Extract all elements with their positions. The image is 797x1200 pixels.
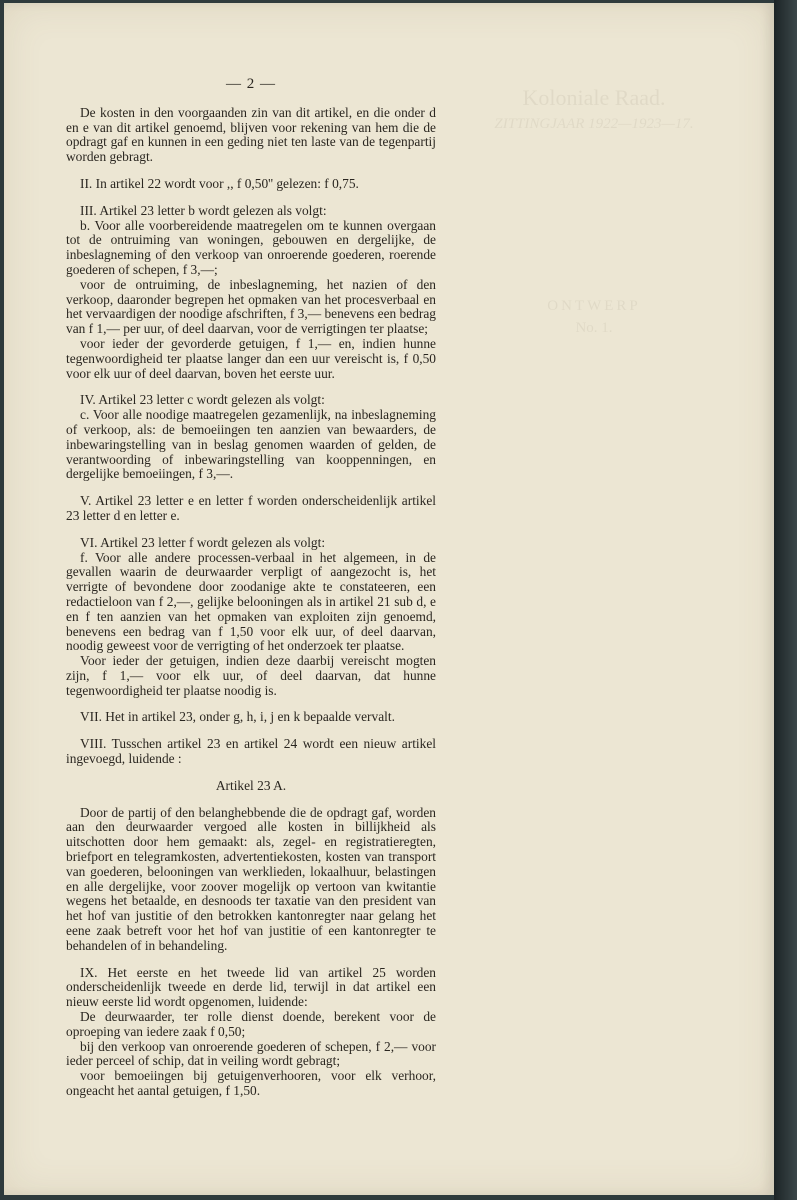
paragraph-ix-verhoor: voor bemoeiingen bij getuigenverhooren, voor elk verhoor, ongeacht het aantal getuigen, f 1,50. xyxy=(66,1068,436,1099)
show-through-subtitle: ZITTINGJAAR 1922—1923—17. xyxy=(494,116,694,132)
paragraph-iii-b: b. Voor alle voorbereidende maatregelen om te kunnen overgaan tot de ontruiming van woningen, gebouwen en dergelijke, de inbeslagneming of den verkoop van onroerende goederen, roerende goederen of schepen, f 3,—; xyxy=(66,217,436,277)
paragraph-iii: III. Artikel 23 letter b wordt gelezen als volgt: xyxy=(80,202,327,218)
paragraph-ix-rolle: De deurwaarder, ter rolle dienst doende, berekent voor de oproeping van iedere zaak f 0,50; xyxy=(66,1009,436,1039)
paragraph-article-23a: Door de partij of den belanghebbende die de opdragt gaf, worden aan den deurwaarder vergoed alle kosten in billijkheid als uitschotten door hem gemaakt: als, zegel- en registratieregten, briefport en telegramkosten, advertentiekosten, kosten van transport van goederen, belooningen van werklieden, lokaalhuur, belastingen en alle dergelijke, voor zoover mogelijk op vertoon van kwitantie wegens het betaalde, en desnoods ter taxatie van den president van het hof van justitie of den betrokken kantonregter naar gelang het eene zaak betreft voor het hof van justitie of een kantonregter te behandelen of in behandeling. xyxy=(66,804,436,953)
show-through-number: No. 1. xyxy=(575,320,613,336)
paragraph-vi: VI. Artikel 23 letter f wordt gelezen als volgt: xyxy=(80,534,326,550)
paragraph-intro: De kosten in den voorgaanden zin van dit artikel, en die onder d en e van dit artikel genoemd, blijven voor rekening van hem die de opdragt gaf en kunnen in een geding niet ten laste van de tegenpartij worden gebragt. xyxy=(66,104,436,165)
paragraph-v: V. Artikel 23 letter e en letter f worden onderscheidenlijk artikel 23 letter d en letter e. xyxy=(66,493,436,523)
paragraph-iv-c: c. Voor alle noodige maatregelen gezamenlijk, na inbeslagneming of verkoop, als: de bemoeiingen ten aanzien van bewaarders, de inbewaringstelling van in beslag genomen waarden of gelden, de verantwoording of inbewaringstelling van kooppenningen, en dergelijke bemoeiingen, f 3,—. xyxy=(66,407,436,482)
paragraph-ix: IX. Het eerste en het tweede lid van artikel 25 worden onderscheidenlijk tweede en derde lid, terwijl in dat artikel een nieuw eerste lid wordt opgenomen, luidende: xyxy=(66,964,436,1010)
paragraph-iii-getuigen: voor ieder der gevorderde getuigen, f 1,— en, indien hunne tegenwoordigheid ter plaatse langer dan een uur vereischt is, f 0,50 voor elk uur of deel daarvan, boven het eerste uur. xyxy=(66,335,436,381)
paragraph-vi-getuigen: Voor ieder der getuigen, indien deze daarbij vereischt mogten zijn, f 1,— voor elk uur, of deel daarvan, dat hunne tegenwoordigheid ter plaatse noodig is. xyxy=(66,653,436,698)
paragraph-vii: VII. Het in artikel 23, onder g, h, i, j en k bepaalde vervalt. xyxy=(80,709,395,725)
show-through-text xyxy=(434,83,754,339)
show-through-heading: ONTWERP xyxy=(547,298,641,314)
paragraph-iv: IV. Artikel 23 letter c wordt gelezen als volgt: xyxy=(80,392,325,408)
page-number: — 2 — xyxy=(226,76,276,92)
page-edge-shadow xyxy=(774,0,797,1200)
paragraph-viii: VIII. Tusschen artikel 23 en artikel 24 wordt een nieuw artikel ingevoegd, luidende : xyxy=(66,736,436,767)
document-page xyxy=(4,3,774,1195)
paragraph-iii-ontruiming: voor de ontruiming, de inbeslagneming, het nazien of den verkoop, daaronder begrepen het opmaken van het procesverbaal en het vervaardigen der noodige afschriften, f 3,— benevens een bedrag van f 1,— per uur, of deel daarvan, voor de verrigtingen ter plaatse; xyxy=(66,276,436,337)
article-heading: Artikel 23 A. xyxy=(215,777,287,793)
paragraph-vi-f: f. Voor alle andere processen-verbaal in het algemeen, in de gevallen waarin de deurwaarder verpligt of aangezocht is, het verrigte of bevondene door zoodanige akte te constateeren, een redactieloon van f 2,—, gelijke belooningen als in artikel 21 sub d, e en f ten aanzien van het opmaken van exploiten zijn genoemd, benevens een bedrag van f 1,50 voor elk uur, of deel daarvan, noodig geweest voor de verrigting of het onderzoek ter plaatse. xyxy=(66,549,436,654)
paragraph-ii: II. In artikel 22 wordt voor ,, f 0,50'' gelezen: f 0,75. xyxy=(80,175,359,191)
document-body xyxy=(66,77,436,1099)
show-through-title: Koloniale Raad. xyxy=(522,85,666,110)
paragraph-ix-verkoop: bij den verkoop van onroerende goederen of schepen, f 2,— voor ieder perceel of schip, dat in veiling wordt gebragt; xyxy=(66,1038,436,1069)
